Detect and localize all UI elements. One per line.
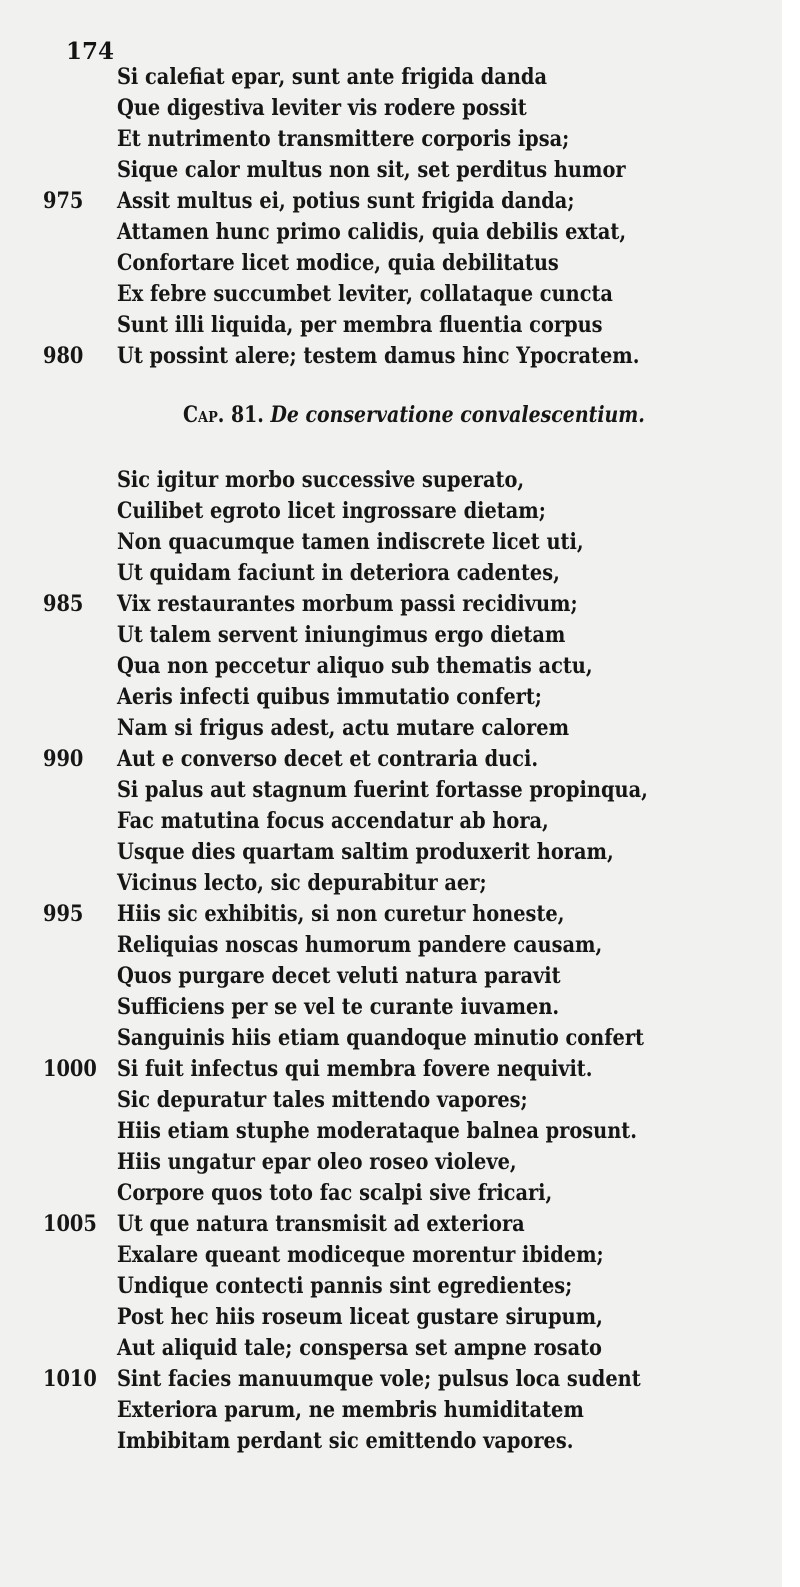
verse-line [0,1209,673,1240]
verse-text: Attamen hunc primo calidis, quia debilis extat, [116,219,627,245]
verse-text: Exalare queant modiceque morentur ibidem; [116,1242,604,1268]
verse-line [0,713,673,744]
verse-line [0,310,673,341]
verse-line [0,558,673,589]
verse-line [0,1302,673,1333]
line-number: 975 [43,188,84,214]
verse-text: Confortare licet modice, quia debilitatus [116,250,559,276]
verse-text: Sunt illi liquida, per membra fluentia corpus [116,312,603,338]
verse-line [0,1240,673,1271]
verse-text: Si palus aut stagnum fuerint fortasse propinqua, [116,777,648,803]
verse-text: Et nutrimento transmittere corporis ipsa; [116,126,570,152]
verse-line [0,155,673,186]
line-number: 985 [43,591,84,617]
verse-line [0,992,673,1023]
verse-text: Que digestiva leviter vis rodere possit [116,95,527,121]
verse-text: Assit multus ei, potius sunt frigida danda; [116,188,575,214]
verse-line [0,1116,673,1147]
verse-text: Sique calor multus non sit, set perditus humor [116,157,626,183]
verse-text: Fac matutina focus accendatur ab hora, [116,808,549,834]
verse-text: Aeris infecti quibus immutatio confert; [116,684,542,710]
verse-line [0,248,673,279]
verse-line [0,1426,673,1457]
verse-text: Ut quidam faciunt in deteriora cadentes, [116,560,560,586]
verse-text: Usque dies quartam saltim produxerit horam, [116,839,614,865]
verse-line [0,496,673,527]
verse-line [0,682,673,713]
verse-text: Corpore quos toto fac scalpi sive fricari, [116,1180,553,1206]
verse-text: Undique contecti pannis sint egredientes; [116,1273,573,1299]
line-number: 1005 [43,1211,97,1237]
verse-line [0,1178,673,1209]
verse-line [0,589,673,620]
verse-text: Vix restaurantes morbum passi recidivum; [116,591,578,617]
verse-text: Reliquias noscas humorum pandere causam, [116,932,603,958]
verse-line [0,465,673,496]
verse-text: Post hec hiis roseum liceat gustare sirupum, [116,1304,603,1330]
verse-line [0,341,673,372]
line-number: 980 [43,343,84,369]
verse-text: Ut talem servent iniungimus ergo dietam [116,622,566,648]
verse-line [0,775,673,806]
verse-text: Aut aliquid tale; conspersa set ampne rosato [116,1335,602,1361]
verse-text: Hiis ungatur epar oleo roseo violeve, [116,1149,517,1175]
verse-line [0,1395,673,1426]
verse-text: Non quacumque tamen indiscrete licet uti, [116,529,584,555]
verse-text: Aut e converso decet et contraria duci. [116,746,539,772]
verse-line [0,1147,673,1178]
verse-line [0,124,673,155]
line-number: 995 [43,901,84,927]
chapter-heading [183,398,645,432]
verse-text: Sic igitur morbo successive superato, [116,467,525,493]
line-number: 990 [43,746,84,772]
verse-line [0,217,673,248]
verse-line [0,527,673,558]
verse-text: Cuilibet egroto licet ingrossare dietam; [116,498,546,524]
verse-line [0,961,673,992]
verse-text: Si calefiat epar, sunt ante frigida danda [116,64,547,90]
verse-line [0,899,673,930]
verse-text: Sic depuratur tales mittendo vapores; [116,1087,528,1113]
verse-line [0,744,673,775]
chapter-number: 81. [230,402,264,428]
verse-line [0,186,673,217]
verse-text: Hiis sic exhibitis, si non curetur honeste, [116,901,565,927]
line-number: 1000 [43,1056,97,1082]
verse-text: Sanguinis hiis etiam quandoque minutio confert [116,1025,645,1051]
verse-line [0,93,673,124]
verse-line [0,930,673,961]
verse-line [0,1085,673,1116]
verse-line [0,1271,673,1302]
verse-line [0,1054,673,1085]
verse-text: Hiis etiam stuphe moderataque balnea prosunt. [116,1118,637,1144]
verse-text: Ut que natura transmisit ad exteriora [116,1211,525,1237]
chapter-title: De conservatione convalescentium. [270,402,645,428]
verse-line [0,1333,673,1364]
verse-text: Nam si frigus adest, actu mutare calorem [116,715,570,741]
page-margin [782,0,800,1587]
verse-text: Qua non peccetur aliquo sub thematis actu, [116,653,593,679]
verse-block-two [0,465,782,1457]
verse-text: Quos purgare decet veluti natura paravit [116,963,561,989]
verse-text: Vicinus lecto, sic depurabitur aer; [116,870,487,896]
verse-line [0,837,673,868]
verse-line [0,620,673,651]
verse-text: Sufficiens per se vel te curante iuvamen. [116,994,560,1020]
page-number: 174 [66,38,115,65]
verse-line [0,651,673,682]
verse-text: Exteriora parum, ne membris humiditatem [116,1397,584,1423]
verse-text: Ex febre succumbet leviter, collataque cuncta [116,281,613,307]
chapter-label: Cap. [183,402,225,428]
verse-line [0,279,673,310]
verse-text: Si fuit infectus qui membra fovere nequivit. [116,1056,593,1082]
verse-line [0,868,673,899]
verse-line [0,1364,673,1395]
verse-text: Imbibitam perdant sic emittendo vapores. [116,1428,574,1454]
verse-line [0,806,673,837]
verse-line [0,62,673,93]
line-number: 1010 [43,1366,97,1392]
verse-text: Sint facies manuumque vole; pulsus loca sudent [116,1366,641,1392]
verse-text: Ut possint alere; testem damus hinc Ypocratem. [116,343,640,369]
verse-line [0,1023,673,1054]
verse-block-one [0,62,782,372]
